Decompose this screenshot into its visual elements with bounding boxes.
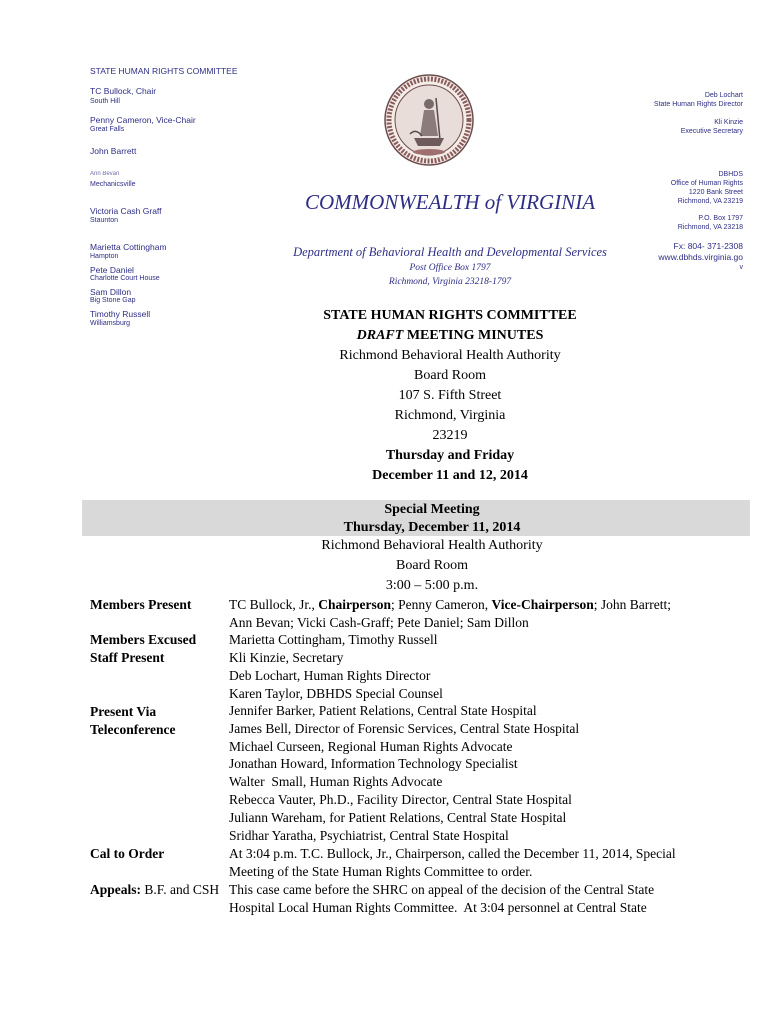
teleconference-entry: Sridhar Yaratha, Psychiatrist, Central State Hospital: [229, 827, 509, 843]
roster-member-location: Great Falls: [90, 126, 125, 133]
venue-line: Richmond Behavioral Health Authority: [339, 348, 561, 363]
roster-member-location: Big Stone Gap: [90, 297, 136, 304]
teleconference-label: [90, 703, 175, 739]
appeals-line: This case came before the SHRC on appeal of the decision of the Central State: [229, 882, 655, 897]
venue-line: 107 S. Fifth Street: [398, 388, 502, 403]
teleconference-entry: Rebecca Vauter, Ph.D., Facility Director, Central State Hospital: [229, 791, 572, 807]
call-to-order-text: [229, 845, 759, 881]
website-link[interactable]: www.dbhds.virginia.go: [658, 252, 743, 262]
meeting-committee-title: STATE HUMAN RIGHTS COMMITTEE: [323, 308, 577, 323]
roster-heading: STATE HUMAN RIGHTS COMMITTEE: [90, 66, 238, 76]
minutes-label: MEETING MINUTES: [403, 328, 544, 343]
venue-line: Board Room: [414, 368, 486, 383]
teleconference-entry: James Bell, Director of Forensic Services, Central State Hospital: [229, 720, 580, 736]
virginia-seal: [384, 74, 474, 166]
roster-member-location: Hampton: [90, 253, 119, 260]
fax-line: Fx: 804- 371-2308: [673, 241, 743, 251]
special-meeting-title: Special Meeting: [384, 502, 480, 517]
appeals-label-bold: Appeals:: [90, 882, 142, 897]
venue-line: Richmond, Virginia: [394, 408, 506, 423]
special-meeting-date: Thursday, December 11, 2014: [343, 520, 521, 535]
member-text: ; Penny Cameron,: [391, 597, 492, 612]
staff-title: Executive Secretary: [680, 128, 743, 135]
vice-chairperson-role: Vice-Chairperson: [491, 597, 594, 612]
roster-member-name: Victoria Cash Graff: [90, 206, 162, 216]
teleconference-entry: Jennifer Barker, Patient Relations, Central State Hospital: [229, 703, 537, 718]
staff-title: State Human Rights Director: [653, 101, 743, 108]
meeting-dates: December 11 and 12, 2014: [372, 468, 528, 483]
call-to-order-label: Cal to Order: [90, 846, 165, 861]
meeting-title-block: [250, 306, 650, 486]
members-present-list: [229, 596, 749, 632]
call-to-order-line: At 3:04 p.m. T.C. Bullock, Jr., Chairperson, called the December 11, 2014, Special: [229, 846, 676, 861]
teleconference-entry: Walter Small, Human Rights Advocate: [229, 774, 443, 790]
staff-name: Deb Lochart: [704, 92, 743, 99]
members-excused-list: Marietta Cottingham, Timothy Russell: [229, 632, 438, 647]
staff-present-label: Staff Present: [90, 650, 165, 665]
roster-member-name: Ann Bevan: [90, 171, 120, 177]
po-line: P.O. Box 1797: [698, 215, 743, 222]
chairperson-role: Chairperson: [318, 597, 392, 612]
roster-member-location: Charlotte Court House: [90, 275, 160, 282]
office-line: DBHDS: [718, 171, 743, 178]
staff-present-list: [229, 649, 749, 702]
department-address-2: Richmond, Virginia 23218-1797: [388, 277, 512, 287]
roster-member-location: Mechanicsville: [90, 181, 136, 188]
meeting-minutes-title: [250, 326, 650, 346]
special-meeting-time: 3:00 – 5:00 p.m.: [385, 578, 479, 593]
member-text: ; John Barrett;: [593, 597, 672, 612]
meeting-days: Thursday and Friday: [385, 448, 515, 463]
draft-label: DRAFT: [356, 328, 404, 343]
roster-member-name: John Barrett: [90, 146, 137, 156]
teleconference-label-line-2: Teleconference: [90, 721, 176, 737]
teleconference-entry: Michael Curseen, Regional Human Rights Advocate: [229, 738, 513, 754]
members-present-line-2: Ann Bevan; Vicki Cash-Graff; Pete Daniel; Sam Dillon: [229, 614, 529, 630]
special-meeting-room: Board Room: [396, 558, 468, 573]
teleconference-label-line-1: Present Via: [90, 704, 157, 719]
roster-member-name: Marietta Cottingham: [90, 242, 167, 252]
venue-line: 23219: [432, 428, 468, 443]
member-text: TC Bullock, Jr.,: [229, 597, 319, 612]
appeals-line: Hospital Local Human Rights Committee. At 3:04 personnel at Central State: [229, 899, 647, 915]
appeals-label: [90, 882, 219, 898]
staff-entry: Deb Lochart, Human Rights Director: [229, 667, 431, 683]
call-to-order-line: Meeting of the State Human Rights Committee to order.: [229, 863, 533, 879]
po-line: Richmond, VA 23218: [677, 224, 743, 231]
teleconference-entry: Juliann Wareham, for Patient Relations, Central State Hospital: [229, 809, 567, 825]
members-present-label: Members Present: [90, 597, 192, 612]
website-link-tail: v: [739, 264, 743, 271]
department-name: Department of Behavioral Health and Developmental Services: [293, 245, 607, 259]
teleconference-list: [229, 702, 749, 844]
roster-member-name: Timothy Russell: [90, 309, 151, 319]
appeals-text: [229, 881, 759, 917]
roster-member-name: Penny Cameron, Vice-Chair: [90, 115, 196, 125]
members-excused-label: Members Excused: [90, 632, 197, 647]
teleconference-entry: Jonathan Howard, Information Technology Specialist: [229, 756, 518, 772]
roster-member-location: Staunton: [90, 217, 119, 224]
staff-entry: Karen Taylor, DBHDS Special Counsel: [229, 685, 443, 701]
roster-member-name: TC Bullock, Chair: [90, 86, 157, 96]
office-line: 1220 Bank Street: [688, 189, 743, 196]
department-address-1: Post Office Box 1797: [409, 263, 491, 273]
staff-entry: Kli Kinzie, Secretary: [229, 650, 344, 665]
commonwealth-heading: COMMONWEALTH of VIRGINIA: [304, 190, 596, 214]
roster-member-name: Sam Dillon: [90, 287, 132, 297]
office-line: Office of Human Rights: [670, 180, 743, 187]
roster-member-location: Williamsburg: [90, 320, 131, 327]
office-line: Richmond, VA 23219: [677, 198, 743, 205]
roster-member-location: South Hill: [90, 98, 120, 105]
special-meeting-block: [232, 501, 632, 595]
seal-icon: [384, 74, 474, 166]
staff-name: Kli Kinzie: [714, 119, 743, 126]
roster-member-name: Pete Daniel: [90, 265, 134, 275]
special-meeting-venue: Richmond Behavioral Health Authority: [321, 538, 543, 553]
appeals-case: B.F. and CSH: [141, 882, 220, 897]
